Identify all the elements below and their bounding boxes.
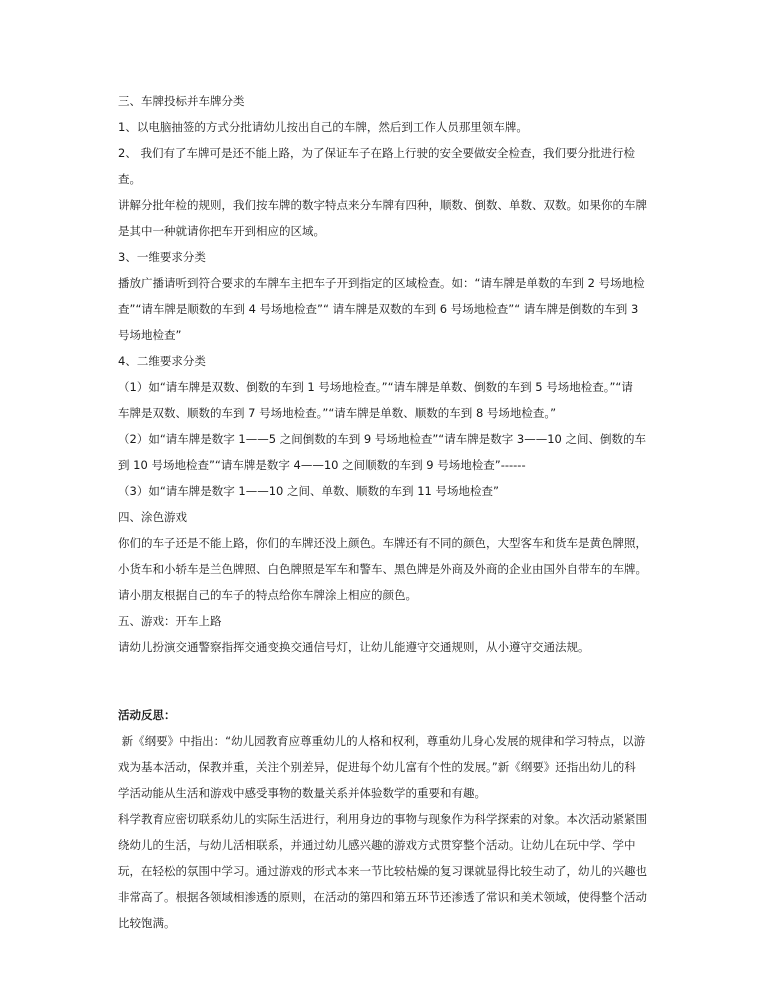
paragraph-line: 请幼儿扮演交通警察指挥交通变换交通信号灯，让幼儿能遵守交通规则，从小遵守交通法规。 bbox=[118, 640, 590, 654]
reflection-line: 比较饱满。 bbox=[118, 916, 176, 930]
paragraph-line: 2、 我们有了车牌可是还不能上路，为了保证车子在路上行驶的安全要做安全检查，我们要分批进行检 bbox=[118, 146, 635, 160]
section-heading-license-bidding: 三、车牌投标并车牌分类 bbox=[118, 94, 245, 108]
paragraph-line: 请小朋友根据自己的车子的特点给你车牌涂上相应的颜色。 bbox=[118, 588, 417, 602]
reflection-line: 玩，在轻松的氛围中学习。通过游戏的形式本来一节比较枯燥的复习课就显得比较生动了，幼儿的兴趣也 bbox=[118, 864, 647, 878]
paragraph-line: 到 10 号场地检查”“请车牌是数字 4——10 之间顺数的车到 9 号场地检查”------ bbox=[118, 458, 526, 472]
reflection-title: 活动反思： bbox=[118, 708, 176, 722]
reflection-line: 非常高了。根据各领域相渗透的原则，在活动的第四和第五环节还渗透了常识和美术领域，使得整个活动 bbox=[118, 890, 647, 904]
reflection-line: 绕幼儿的生活，与幼儿活相联系，并通过幼儿感兴趣的游戏方式贯穿整个活动。让幼儿在玩中学、学中 bbox=[118, 838, 636, 852]
paragraph-line: （2）如“请车牌是数字 1——5 之间倒数的车到 9 号场地检查”“请车牌是数字 3——10 之间、倒数的车 bbox=[118, 432, 647, 446]
paragraph-line: 小货车和小轿车是兰色牌照、白色牌照是军车和警车、黑色牌是外商及外商的企业由国外自带车的车牌。 bbox=[118, 562, 647, 576]
paragraph-line: 讲解分批年检的规则，我们按车牌的数字特点来分车牌有四种，顺数、倒数、单数、双数。如果你的车牌 bbox=[118, 198, 647, 212]
subheading-two-dimension: 4、二维要求分类 bbox=[118, 354, 206, 368]
reflection-line: 新《纲要》中指出：“幼儿园教育应尊重幼儿的人格和权利，尊重幼儿身心发展的规律和学习特点，以游 bbox=[118, 734, 646, 748]
paragraph-line: （3）如“请车牌是数字 1——10 之间、单数、顺数的车到 11 号场地检查” bbox=[118, 484, 499, 498]
paragraph-line: 是其中一种就请你把车开到相应的区域。 bbox=[118, 224, 325, 238]
section-heading-coloring-game: 四、涂色游戏 bbox=[118, 510, 187, 524]
paragraph-spacer bbox=[118, 660, 658, 686]
reflection-line: 科学教育应密切联系幼儿的实际生活进行，利用身边的事物与现象作为科学探索的对象。本次活动紧紧围 bbox=[118, 812, 647, 826]
paragraph-line: 查”“请车牌是顺数的车到 4 号场地检查”“ 请车牌是双数的车到 6 号场地检查”“ 请车牌是倒数的车到 3 bbox=[118, 302, 639, 316]
paragraph-line: （1）如“请车牌是双数、倒数的车到 1 号场地检查。”“请车牌是单数、倒数的车到 5 号场地检查。”“请 bbox=[118, 380, 633, 394]
document-page bbox=[118, 88, 658, 936]
reflection-line: 学活动能从生活和游戏中感受事物的数量关系并体验数学的重要和有趣。 bbox=[118, 786, 486, 800]
paragraph-line: 1、以电脑抽签的方式分批请幼儿按出自己的车牌，然后到工作人员那里领车牌。 bbox=[118, 120, 528, 134]
subheading-one-dimension: 3、一维要求分类 bbox=[118, 250, 206, 264]
paragraph-line: 你们的车子还是不能上路，你们的车牌还没上颜色。车牌还有不同的颜色，大型客车和货车是黄色牌照， bbox=[118, 536, 647, 550]
paragraph-line: 号场地检查” bbox=[118, 328, 182, 342]
section-heading-driving-game: 五、游戏：开车上路 bbox=[118, 614, 222, 628]
paragraph-line: 查。 bbox=[118, 172, 141, 186]
reflection-line: 戏为基本活动，保教并重，关注个别差异，促进每个幼儿富有个性的发展。”新《纲要》还指出幼儿的科 bbox=[118, 760, 636, 774]
paragraph-line: 播放广播请听到符合要求的车牌车主把车子开到指定的区域检查。如：“请车牌是单数的车到 2 号场地检 bbox=[118, 276, 645, 290]
paragraph-line: 车牌是双数、顺数的车到 7 号场地检查。”“请车牌是单数、顺数的车到 8 号场地检查。” bbox=[118, 406, 557, 420]
